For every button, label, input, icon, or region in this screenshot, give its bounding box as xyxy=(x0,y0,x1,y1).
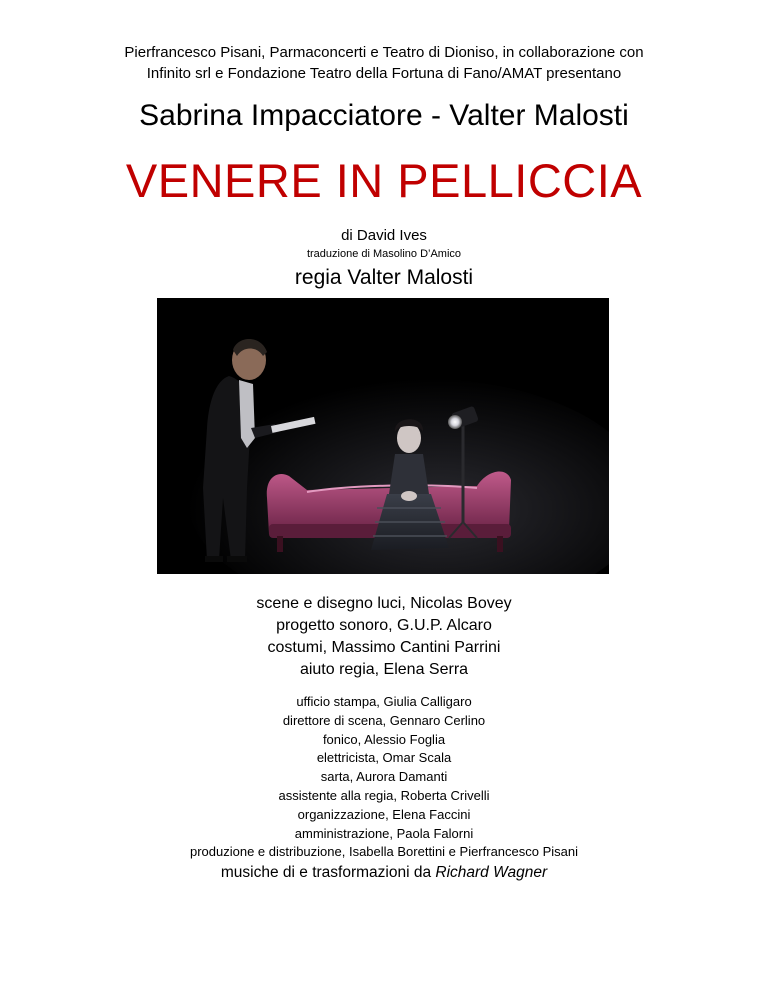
staff-line: amministrazione, Paola Falorni xyxy=(294,825,474,841)
credit-line: progetto sonoro, G.U.P. Alcaro xyxy=(276,617,492,634)
music-composer: Richard Wagner xyxy=(435,864,548,881)
staff-line: elettricista, Omar Scala xyxy=(316,750,452,766)
translation-line: traduzione di Masolino D’Amico xyxy=(306,248,462,260)
credit-line: scene e disegno luci, Nicolas Bovey xyxy=(256,595,512,612)
direction-line: regia Valter Malosti xyxy=(294,266,474,289)
show-title: VENERE IN PELLICCIA xyxy=(125,154,643,207)
staff-credits xyxy=(0,693,768,862)
credit-line: costumi, Massimo Cantini Parrini xyxy=(267,639,501,656)
stage-photo xyxy=(157,298,609,574)
author-line: di David Ives xyxy=(341,227,427,244)
staff-line: fonico, Alessio Foglia xyxy=(322,731,446,747)
staff-line: sarta, Aurora Damanti xyxy=(320,769,448,785)
staff-line: assistente alla regia, Roberta Crivelli xyxy=(278,787,490,803)
presenters-line-1: Pierfrancesco Pisani, Parmaconcerti e Teatro di Dioniso, in collaborazione con xyxy=(124,44,644,61)
music-credit-prefix: musiche di e trasformazioni da xyxy=(220,864,436,881)
presenters-text xyxy=(40,42,728,84)
staff-line: ufficio stampa, Giulia Calligaro xyxy=(296,694,472,709)
credit-line: aiuto regia, Elena Serra xyxy=(299,661,469,678)
staff-line: produzione e distribuzione, Isabella Borettini e Pierfrancesco Pisani xyxy=(189,844,579,860)
staff-line: direttore di scena, Gennaro Cerlino xyxy=(282,712,486,728)
music-credit xyxy=(0,862,768,884)
actors-heading: Sabrina Impacciatore - Valter Malosti xyxy=(139,99,629,132)
staff-line: organizzazione, Elena Faccini xyxy=(297,806,471,822)
presenters-line-2: Infinito srl e Fondazione Teatro della Fortuna di Fano/AMAT presentano xyxy=(146,65,622,82)
stage-photo-illustration xyxy=(157,298,609,574)
main-credits xyxy=(0,593,768,681)
